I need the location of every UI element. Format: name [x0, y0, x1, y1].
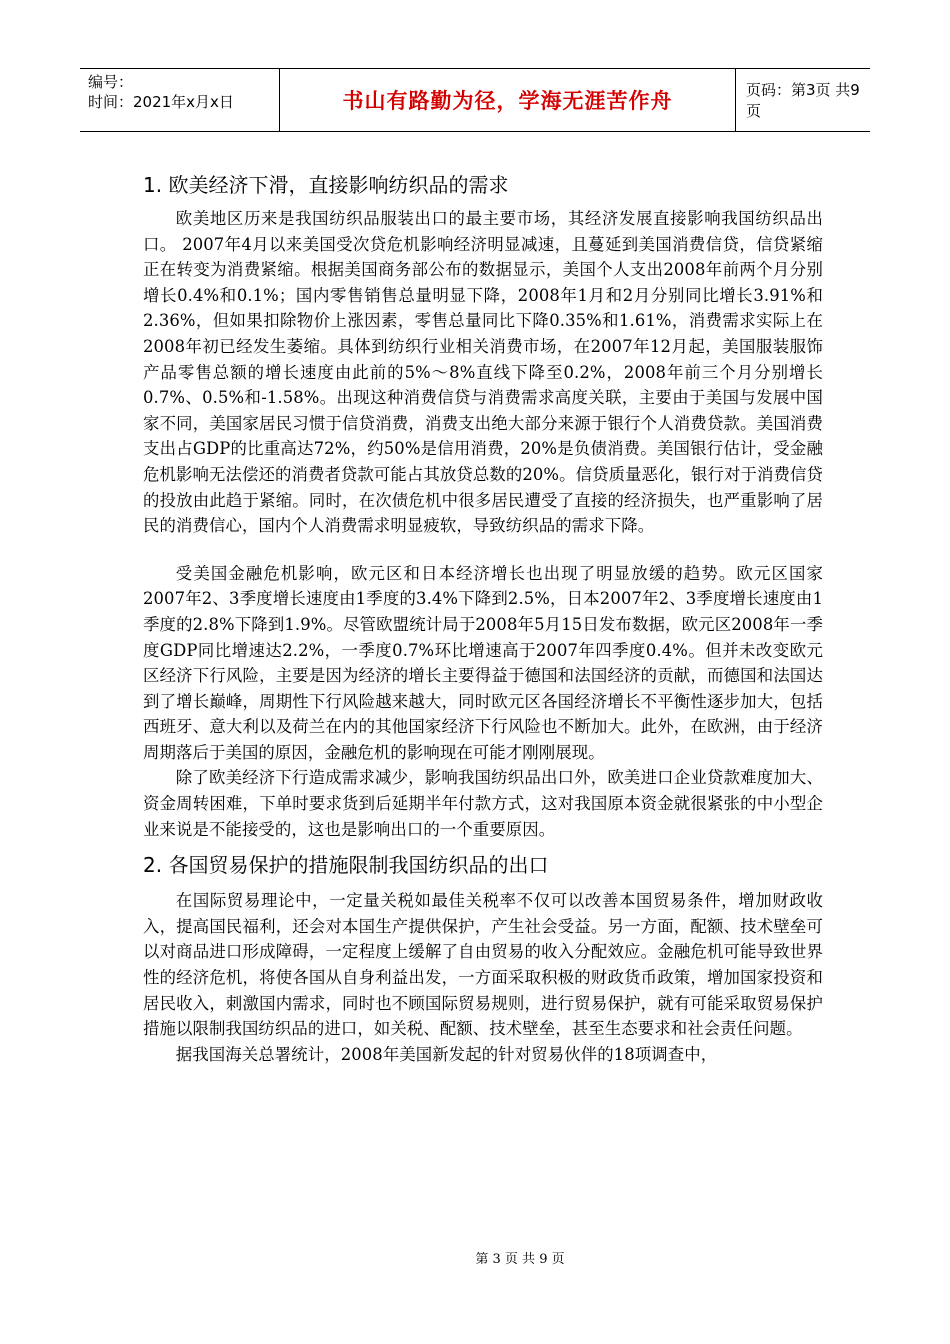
paragraph: 据我国海关总署统计，2008年美国新发起的针对贸易伙伴的18项调查中，	[175, 1044, 718, 1064]
paragraph: 在国际贸易理论中，一定量关税如最佳关税率不仅可以改善本国贸易条件，增加财政收入，提高国民福利，还会对本国生产提供保护，产生社会受益。另一方面，配额、技术壁垒可以对商品进口形成障碍，一定程度上缓解了自由贸易的收入分配效应。金融危机可能导致世界性的经济危机，将使各国从自身利益出发，一方面采取积极的财政货币政策，增加国家投资和居民收入，刺激国内需求，同时也不顾国际贸易规则，进行贸易保护，就有可能采取贸易保护措施以限制我国纺织品的进口，如关税、配额、技术壁垒，甚至生态要求和社会责任问题。	[143, 891, 823, 1039]
paragraph: 欧美地区历来是我国纺织品服装出口的最主要市场，其经济发展直接影响我国纺织品出口。 2007年4月以来美国受次贷危机影响经济明显减速，且蔓延到美国消费信贷，信贷紧缩正在转变为消费紧缩。根据美国商务部公布的数据显示，美国个人支出2008年前两个月分别增长0.4%和0.1%；国内零售销售总量明显下降，2008年1月和2月分别同比增长3.91%和2.36%，但如果扣除物价上涨因素，零售总量同比下降0.35%和1.61%，消费需求实际上在2008年初已经发生萎缩。具体到纺织行业相关消费市场，在2007年12月起，美国服装服饰产品零售总额的增长速度由此前的5%～8%直线下降至0.2%，2008年前三个月分别增长0.7%、0.5%和-1.58%。出现这种消费信贷与消费需求高度关联，主要由于美国与发展中国家不同，美国家居民习惯于信贷消费，消费支出绝大部分来源于银行个人消费贷款。美国消费支出占GDP的比重高达72%，约50%是信用消费，20%是负债消费。美国银行估计，受金融危机影响无法偿还的消费者贷款可能占其放贷总数的20%。信贷质量恶化，银行对于消费信贷的投放由此趋于紧缩。同时，在次债危机中很多居民遭受了直接的经济损失，也严重影响了居民的消费信心，国内个人消费需求明显疲软，导致纺织品的需求下降。	[143, 209, 823, 536]
paragraph-gap	[143, 539, 823, 561]
header-meta	[80, 69, 280, 131]
paragraph: 除了欧美经济下行造成需求减少，影响我国纺织品出口外，欧美进口企业贷款难度加大、资金周转困难，下单时要求货到后延期半年付款方式，这对我国原本资金就很紧张的中小型企业来说是不能接受的，这也是影响出口的一个重要原因。	[143, 768, 823, 839]
section-heading: 2. 各国贸易保护的措施限制我国纺织品的出口	[143, 853, 549, 878]
document-number-label: 编号：	[88, 73, 134, 91]
document-body	[143, 170, 823, 1067]
header-motto: 书山有路勤为径，学海无涯苦作舟	[280, 69, 736, 131]
page-header	[80, 68, 870, 132]
header-page-info: 页码：第3页 共9页	[746, 81, 860, 120]
paragraph: 受美国金融危机影响，欧元区和日本经济增长也出现了明显放缓的趋势。欧元区国家2007年2、3季度增长速度由1季度的3.4%下降到2.5%，日本2007年2、3季度增长速度由1季度的2.8%下降到1.9%。尽管欧盟统计局于2008年5月15日发布数据，欧元区2008年一季度GDP同比增速达2.2%，一季度0.7%环比增速高于2007年四季度0.4%。但并未改变欧元区经济下行风险，主要是因为经济的增长主要得益于德国和法国经济的贡献，而德国和法国达到了增长巅峰，周期性下行风险越来越大，同时欧元区各国经济增长不平衡性逐步加大，包括西班牙、意大利以及荷兰在内的其他国家经济下行风险也不断加大。此外，在欧洲，由于经济周期落后于美国的原因，金融危机的影响现在可能才刚刚展现。	[143, 563, 823, 762]
section-heading: 1. 欧美经济下滑，直接影响纺织品的需求	[143, 173, 509, 197]
document-date: 时间：2021年x月x日	[88, 93, 234, 111]
page-footer: 第 3 页 共 9 页	[475, 1252, 565, 1267]
